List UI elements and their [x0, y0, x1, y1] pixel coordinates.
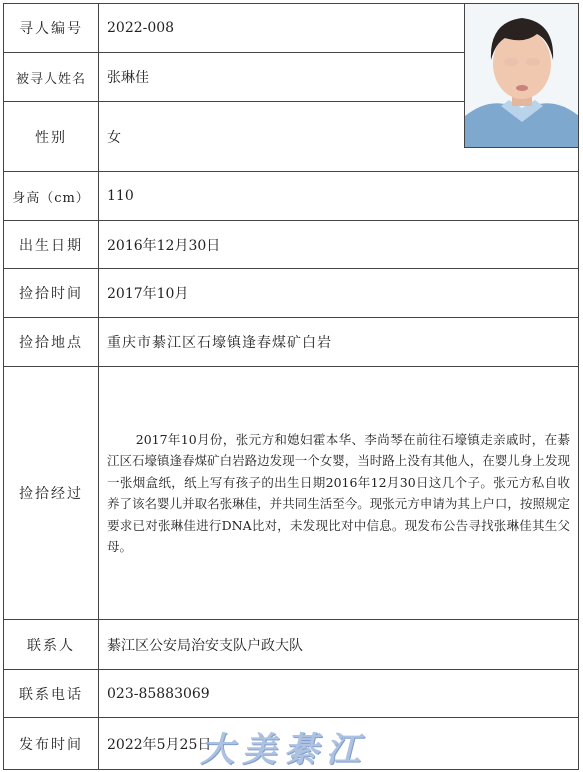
phone-label: 联系电话 [4, 670, 99, 717]
story-label: 捡拾经过 [4, 367, 99, 619]
contact-label: 联系人 [4, 620, 99, 669]
watermark-logo: 大美綦江 [200, 730, 368, 770]
contact-value: 綦江区公安局治安支队户政大队 [107, 637, 303, 654]
child-portrait-image [465, 4, 578, 148]
phone-value: 023-85883069 [107, 685, 210, 702]
story-cell [99, 367, 578, 619]
row-contact [4, 620, 578, 670]
row-name [4, 53, 464, 102]
name-label: 被寻人姓名 [4, 53, 99, 101]
row-found-time [4, 269, 578, 318]
row-story [4, 367, 578, 620]
row-phone [4, 670, 578, 718]
found-place-label: 捡拾地点 [4, 318, 99, 366]
id-value: 2022-008 [107, 20, 175, 36]
height-label: 身高（cm） [4, 172, 99, 220]
publish-value: 2022年5月25日 [107, 736, 212, 753]
found-place-value: 重庆市綦江区石壕镇逢春煤矿白岩 [107, 335, 332, 351]
found-time-value: 2017年10月 [107, 286, 189, 302]
info-table [3, 3, 579, 770]
birth-value: 2016年12月30日 [107, 237, 221, 254]
child-photo [464, 4, 578, 148]
found-time-label: 捡拾时间 [4, 269, 99, 317]
gender-value: 女 [107, 129, 121, 146]
birth-label: 出生日期 [4, 221, 99, 268]
row-height [4, 172, 578, 221]
id-label: 寻人编号 [4, 4, 99, 52]
row-found-place [4, 318, 578, 367]
publish-label: 发布时间 [4, 718, 99, 769]
height-value: 110 [107, 188, 134, 204]
story-text: 2017年10月份，张元方和媳妇霍本华、李尚琴在前往石壕镇走亲戚时，在綦江区石壕镇逢春煤矿白岩路边发现一个女婴，当时路上没有其他人，在婴儿身上发现一张烟盒纸，纸上写有孩子的出生日期2016年12月30日这几个子。张元方私自收养了该名婴儿并取名张琳佳，并共同生活至今。现张元方申请为其上户口，按照规定要求已对张琳佳进行DNA比对，未发现比对中信息。现发布公告寻找张琳佳其生父母。 [107, 431, 570, 554]
gender-label: 性别 [4, 102, 99, 171]
row-id [4, 4, 464, 53]
row-birth [4, 221, 578, 269]
name-value: 张琳佳 [107, 70, 149, 86]
